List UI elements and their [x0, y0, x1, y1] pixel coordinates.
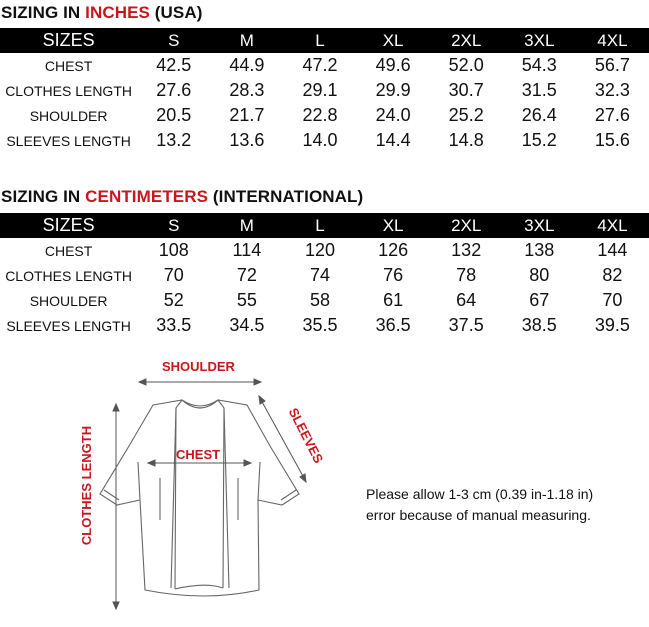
table-cell: 52	[163, 290, 184, 310]
table-cell: 24.0	[375, 105, 411, 125]
table-cell: 29.9	[375, 80, 411, 100]
inches-section-title: SIZING IN INCHES (USA)	[1, 3, 203, 22]
table-cell: 15.6	[594, 130, 630, 150]
table-cell: 82	[602, 265, 623, 285]
table-row	[0, 288, 649, 313]
centimeters-section-title: SIZING IN CENTIMETERS (INTERNATIONAL)	[1, 187, 364, 206]
garment-measurement-diagram	[0, 350, 360, 627]
table-cell: 58	[309, 290, 330, 310]
column-header-size: 2XL	[451, 215, 482, 235]
table-cell: 36.5	[375, 315, 411, 335]
sleeves-label: SLEEVES	[285, 405, 327, 466]
column-header-size: M	[239, 30, 254, 50]
column-header-size: L	[315, 215, 325, 235]
table-cell: 55	[236, 290, 257, 310]
table-cell: 44.9	[229, 55, 265, 75]
table-cell: 72	[236, 265, 257, 285]
table-row	[0, 238, 649, 263]
table-cell: 49.6	[375, 55, 411, 75]
table-cell: 26.4	[521, 105, 557, 125]
table-cell: 29.1	[302, 80, 338, 100]
table-cell: 30.7	[448, 80, 484, 100]
centimeters-size-table	[0, 213, 649, 338]
table-cell: 13.2	[156, 130, 192, 150]
column-header-size: XL	[382, 215, 404, 235]
table-cell: 13.6	[229, 130, 265, 150]
column-header-size: XL	[382, 30, 404, 50]
table-cell: 80	[529, 265, 550, 285]
row-label: CLOTHES LENGTH	[5, 82, 132, 99]
length-arrow	[113, 404, 119, 609]
table-cell: 74	[309, 265, 330, 285]
table-cell: 20.5	[156, 105, 192, 125]
table-cell: 14.8	[448, 130, 484, 150]
column-header-size: 4XL	[597, 215, 628, 235]
table-cell: 27.6	[156, 80, 192, 100]
table-cell: 61	[383, 290, 404, 310]
row-label: SHOULDER	[29, 107, 108, 124]
table-cell: 52.0	[448, 55, 484, 75]
shoulder-label: SHOULDER	[162, 359, 235, 374]
table-cell: 114	[232, 240, 262, 260]
column-header-sizes: SIZES	[42, 30, 95, 50]
table-row	[0, 263, 649, 288]
row-label: SLEEVES LENGTH	[6, 132, 131, 149]
table-cell: 126	[378, 240, 409, 260]
table-row	[0, 53, 649, 78]
table-cell: 132	[451, 240, 482, 260]
chest-label: CHEST	[176, 447, 221, 462]
measurement-note	[366, 484, 593, 526]
column-header-sizes: SIZES	[42, 215, 95, 235]
table-cell: 27.6	[594, 105, 630, 125]
row-label: SHOULDER	[29, 292, 108, 309]
table-cell: 120	[304, 240, 335, 260]
table-row	[0, 313, 649, 338]
column-header-size: M	[239, 215, 254, 235]
row-label: CLOTHES LENGTH	[5, 267, 132, 284]
table-header-row	[0, 28, 649, 53]
column-header-size: S	[168, 215, 180, 235]
table-row	[0, 78, 649, 103]
row-label: CHEST	[44, 57, 93, 74]
column-header-size: L	[315, 30, 325, 50]
table-cell: 38.5	[521, 315, 557, 335]
table-cell: 70	[602, 290, 623, 310]
table-cell: 76	[383, 265, 404, 285]
table-cell: 70	[163, 265, 184, 285]
table-cell: 54.3	[521, 55, 557, 75]
table-cell: 78	[456, 265, 477, 285]
kimono-cardigan-icon	[100, 400, 299, 596]
row-label: CHEST	[44, 242, 93, 259]
table-cell: 35.5	[302, 315, 338, 335]
table-cell: 108	[158, 240, 189, 260]
column-header-size: S	[168, 30, 180, 50]
table-header-row	[0, 213, 649, 238]
table-cell: 64	[456, 290, 477, 310]
table-cell: 28.3	[229, 80, 265, 100]
table-cell: 138	[524, 240, 555, 260]
table-cell: 42.5	[156, 55, 192, 75]
inches-size-table	[0, 28, 649, 153]
table-cell: 14.4	[375, 130, 411, 150]
table-cell: 34.5	[229, 315, 265, 335]
table-cell: 15.2	[521, 130, 557, 150]
column-header-size: 2XL	[451, 30, 482, 50]
table-cell: 39.5	[594, 315, 630, 335]
table-row	[0, 128, 649, 153]
column-header-size: 3XL	[524, 215, 555, 235]
table-cell: 32.3	[594, 80, 630, 100]
table-cell: 22.8	[302, 105, 338, 125]
note-line-2: error because of manual measuring.	[366, 507, 591, 523]
table-cell: 144	[597, 240, 628, 260]
table-cell: 47.2	[302, 55, 338, 75]
clothes-length-label: CLOTHES LENGTH	[79, 425, 95, 546]
column-header-size: 3XL	[524, 30, 555, 50]
table-cell: 25.2	[448, 105, 484, 125]
table-cell: 67	[529, 290, 550, 310]
column-header-size: 4XL	[597, 30, 628, 50]
row-label: SLEEVES LENGTH	[6, 317, 131, 334]
table-cell: 56.7	[594, 55, 630, 75]
table-cell: 33.5	[156, 315, 192, 335]
table-row	[0, 103, 649, 128]
note-line-1: Please allow 1-3 cm (0.39 in-1.18 in)	[366, 486, 594, 502]
table-cell: 14.0	[302, 130, 338, 150]
shoulder-arrow	[139, 379, 261, 385]
table-cell: 21.7	[229, 105, 265, 125]
table-cell: 31.5	[521, 80, 557, 100]
table-cell: 37.5	[448, 315, 484, 335]
